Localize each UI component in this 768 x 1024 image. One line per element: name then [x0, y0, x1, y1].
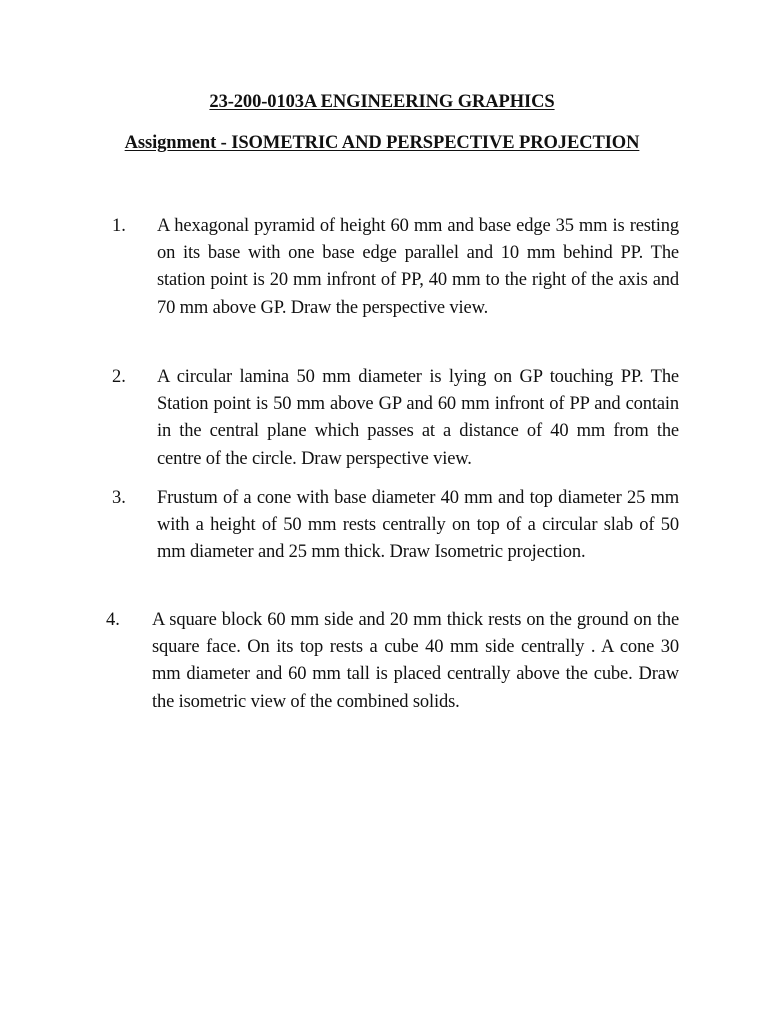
question-number: 3.: [112, 488, 126, 508]
course-title: 23-200-0103A ENGINEERING GRAPHICS: [209, 92, 555, 112]
assignment-title: Assignment - ISOMETRIC AND PERSPECTIVE PROJECTION: [124, 133, 640, 153]
question-text: A square block 60 mm side and 20 mm thick rests on the ground on the square face. On its top rests a cube 40 mm side centrally . A cone 30 mm diameter and 60 mm tall is placed centrally above the cube. Draw the isometric view of the combined solids.: [152, 610, 679, 712]
question-number: 4.: [106, 610, 120, 630]
question-number: 1.: [112, 216, 126, 236]
question-text: A circular lamina 50 mm diameter is lying on GP touching PP. The Station point is 50 mm above GP and 60 mm infront of PP and contain in the central plane which passes at a distance of 40 mm from the centre of the circle. Draw perspective view.: [157, 367, 679, 469]
question-text: Frustum of a cone with base diameter 40 mm and top diameter 25 mm with a height of 50 mm rests centrally on top of a circular slab of 50 mm diameter and 25 mm thick. Draw Isometric projection.: [157, 488, 679, 563]
question-number: 2.: [112, 367, 126, 387]
question-text: A hexagonal pyramid of height 60 mm and base edge 35 mm is resting on its base with one base edge parallel and 10 mm behind PP. The station point is 20 mm infront of PP, 40 mm to the right of the axis and 70 mm above GP. Draw the perspective view.: [157, 216, 679, 318]
